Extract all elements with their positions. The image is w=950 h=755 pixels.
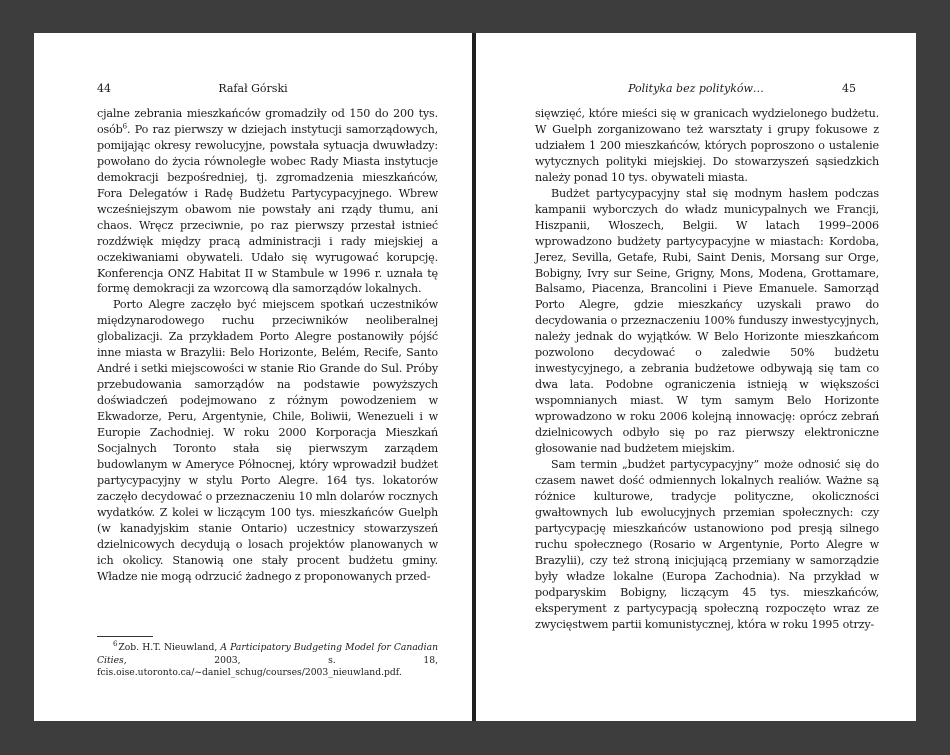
paragraph: Sam termin „budżet partycypacyjny” może odnosić się do czasem nawet dość odmiennych lokalnych realiów. Ważne są różnice kulturowe, tradycje polityczne, okoliczności gwałtownych lub ewolucyjnych przemian społecznych: czy partycypację mieszkańców ustanowiono pod presją silnego ruchu społecznego (Rosario w Argentynie, Porto Alegre w Brazylii), czy też stroną inicjującą przemiany w samorządzie były władze lokalne (Europa Zachodnia). Na przykład w podparyskim Bobigny, liczącym 45 tys. mieszkańców, eksperyment z partycypacją społeczną rozpoczęto wraz ze zwycięstwem partii komunistycznej, która w roku 1995 otrzy- [535, 457, 879, 631]
running-head: Rafał Górski [218, 82, 288, 95]
footnote-suffix: , 2003, s. 18, fcis.oise.utoronto.ca/~daniel_schug/courses/2003_nieuwland.pdf. [97, 654, 438, 679]
footnote-ref[interactable]: 6 [122, 122, 127, 131]
body-text [535, 106, 879, 632]
page-number: 44 [97, 82, 111, 95]
paragraph: Budżet partycypacyjny stał się modnym hasłem podczas kampanii wyborczych do władz municypalnych we Francji, Hiszpanii, Włoszech, Belgii. W latach 1999–2006 wprowadzono budżety partycypacyjne w miastach: Kordoba, Jerez, Sevilla, Getafe, Rubi, Saint Denis, Morsang sur Orge, Bobigny, Ivry sur Seine, Grigny, Mons, Modena, Grottamare, Balsamo, Piacenza, Brancolini i Pieve Emanuele. Samorząd Porto Alegre, gdzie mieszkańcy uzyskali prawo do decydowania o przeznaczeniu 100% funduszy inwestycyjnych, należy jednak do wyjątków. W Belo Horizonte mieszkańcom pozwolono decydować o zaledwie 50% budżetu inwestycyjnego, a zebrania budżetowe odbywają się tam co dwa lata. Podobne ograniczenia istnieją w większości wspomnianych miast. W tym samym Belo Horizonte wprowadzono w roku 2006 kolejną innowację: oprócz zebrań dzielnicowych odbyło się po raz pierwszy elektroniczne głosowanie nad budżetem miejskim. [535, 186, 879, 456]
footnote-marker: 6 [113, 639, 118, 648]
paragraph: Porto Alegre zaczęło być miejscem spotkań uczestników międzynarodowego ruchu przeciwników neoliberalnej globalizacji. Za przykładem Porto Alegre postanowiły pójść inne miasta w Brazylii: Belo Horizonte, Belém, Recife, Santo André i setki miejscowości w stanie Rio Grande do Sul. Próby przebudowania samorządów na podstawie powyższych doświadczeń podejmowano z różnym powodzeniem w Ekwadorze, Peru, Argentynie, Chile, Boliwii, Wenezueli i w Europie Zachodniej. W roku 2000 Korporacja Mieszkań Socjalnych Toronto stała się pierwszym zarządem budowlanym w Ameryce Północnej, który wprowadził budżet partycypacyjny w stylu Porto Alegre. 164 tys. lokatorów zaczęło decydować o przeznaczeniu 10 mln dolarów rocznych wydatków. Z kolei w liczącym 100 tys. mieszkańców Guelph (w kanadyjskim stanie Ontario) uczestnicy stowarzyszeń dzielnicowych decydują o losach projektów planowanych w ich okolicy. Stanowią one stały procent budżetu gminy. Władze nie mogą odrzucić żadnego z proponowanych przed- [97, 298, 438, 583]
footnote-title: A Participatory Budgeting Model for Canadian Cities [97, 642, 439, 666]
page-number: 45 [842, 82, 856, 95]
footnote-rule [97, 636, 153, 637]
paragraph: sięwzięć, które mieści się w granicach wydzielonego budżetu. W Guelph zorganizowano też warsztaty i grupy fokusowe z udziałem 1 200 mieszkańców, których poproszono o ustalenie wytycznych polityki miejskiej. Do stowarzyszeń sąsiedzkich należy ponad 10 tys. obywateli miasta. [535, 107, 879, 184]
body-text [97, 106, 438, 585]
running-head: Polityka bez polityków… [628, 82, 764, 95]
footnote-prefix: Zob. H.T. Nieuwland, [118, 642, 221, 653]
left-page [34, 33, 472, 721]
right-page [476, 33, 916, 721]
footnote [97, 639, 439, 680]
paragraph: cjalne zebrania mieszkańców gromadziły od 150 do 200 tys. osób$^6$. Po raz pierwszy w dziejach instytucji samorządowych, pomijając okresy rewolucyjne, powstała sytuacja dwuwładzy: powołano do życia równoległe wobec Rady Miasta instytucje demokracji bezpośredniej, tj. zgromadzenia mieszkańców, Fora Delegatów i Radę Budżetu Partycypacyjnego. Wbrew wcześniejszym obawom nie powstały ani rządy tłumu, ani chaos. Wręcz przeciwnie, po raz pierwszy przestał istnieć rozdźwięk między pracą administracji i rady miejskiej a oczekiwaniami obywateli. Udało się wyrugować korupcję. Konferencja ONZ Habitat II w Stambule w 1996 r. uznała tę formę demokracji za wzorcową dla samorządów lokalnych. [97, 107, 438, 296]
